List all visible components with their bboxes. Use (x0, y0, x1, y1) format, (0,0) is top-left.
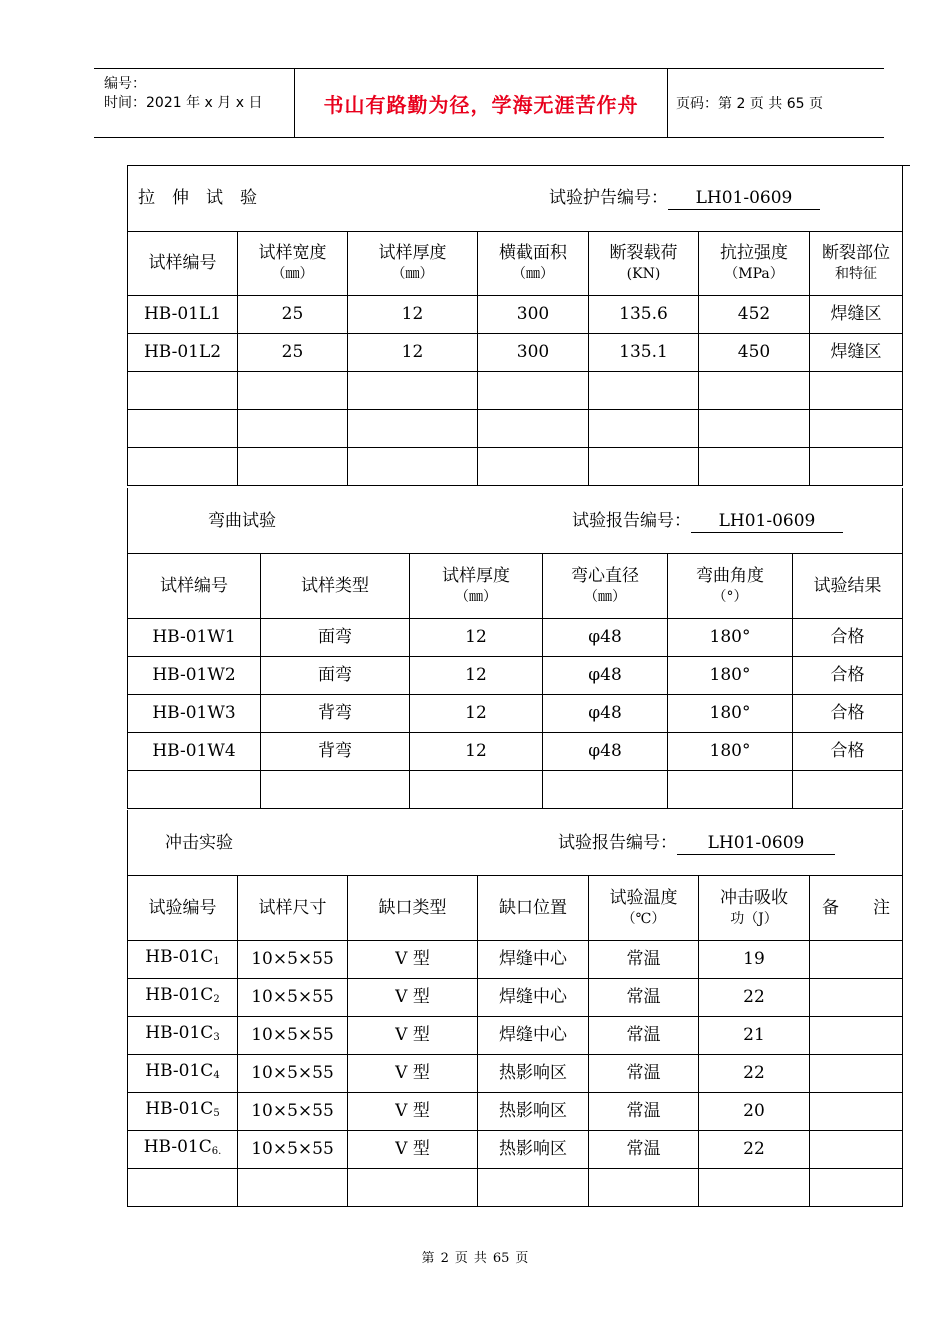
empty-cell (478, 1168, 589, 1206)
impact-report-label: 试验报告编号： (558, 833, 677, 853)
header-unit: （㎜） (512, 266, 554, 282)
sample-id-cell (128, 1016, 238, 1054)
empty-cell (699, 1168, 810, 1206)
empty-cell (810, 447, 903, 485)
empty-cell (348, 409, 478, 447)
table-row (128, 656, 903, 694)
table-cell: V 型 (348, 1016, 478, 1054)
table-cell: 背弯 (261, 732, 410, 770)
table-cell: HB-01W4 (128, 732, 261, 770)
header-meta (94, 69, 295, 137)
table-cell: 10×5×55 (238, 1054, 348, 1092)
table-cell: 焊缝区 (810, 295, 903, 333)
empty-cell (348, 1168, 478, 1206)
table-row (128, 940, 903, 978)
empty-cell (810, 409, 903, 447)
time-label: 时间：2021 年 x 月 x 日 (104, 95, 263, 111)
impact-header-cell (348, 875, 478, 940)
empty-cell (589, 1168, 699, 1206)
empty-cell (589, 371, 699, 409)
empty-cell (699, 371, 810, 409)
sample-id-cell (128, 940, 238, 978)
impact-header-cell (128, 875, 238, 940)
sample-id: HB-01C (143, 1136, 212, 1157)
bend-header-cell (128, 553, 261, 618)
empty-row (128, 409, 903, 447)
table-cell: 10×5×55 (238, 940, 348, 978)
table-cell: 热影响区 (478, 1092, 589, 1130)
empty-row (128, 770, 903, 808)
impact-header-cell (478, 875, 589, 940)
table-cell: HB-01W1 (128, 618, 261, 656)
table-cell: 25 (238, 333, 348, 371)
empty-cell (410, 770, 543, 808)
table-cell: 135.1 (589, 333, 699, 371)
header-unit: （°） (712, 588, 748, 605)
empty-cell (478, 447, 589, 485)
table-cell: 12 (410, 656, 543, 694)
table-cell: φ48 (543, 656, 668, 694)
table-cell: 焊缝中心 (478, 1016, 589, 1054)
header-label: 试样宽度 (258, 243, 327, 263)
bend-header-cell (410, 553, 543, 618)
header-label: 试样尺寸 (258, 897, 327, 918)
impact-section-title (128, 810, 903, 875)
empty-cell (543, 770, 668, 808)
empty-cell (238, 447, 348, 485)
footer-ye-end: 页 (515, 1251, 529, 1266)
tensile-table (127, 165, 903, 486)
header-unit: （㎜） (391, 266, 434, 282)
header-unit: 功（J） (730, 910, 778, 927)
empty-cell (348, 447, 478, 485)
table-cell: φ48 (543, 694, 668, 732)
empty-cell (668, 770, 793, 808)
empty-cell (810, 371, 903, 409)
header-label: 断裂载荷 (609, 243, 678, 263)
sample-id: HB-01C (145, 984, 214, 1005)
impact-table (127, 810, 903, 1207)
table-cell: HB-01W2 (128, 656, 261, 694)
table-cell: 22 (699, 978, 810, 1016)
bend-section-title (128, 488, 903, 553)
header-label: 备 注 (822, 897, 890, 918)
header-label: 试样编号 (148, 253, 217, 273)
header-label: 缺口类型 (378, 897, 447, 918)
number-label: 编号： (104, 76, 146, 92)
table-cell: 12 (410, 618, 543, 656)
table-cell: 180° (668, 732, 793, 770)
table-cell: 180° (668, 656, 793, 694)
table-cell: 12 (410, 732, 543, 770)
table-row (128, 732, 903, 770)
header-unit: （℃） (621, 910, 666, 927)
table-cell: 常温 (589, 1130, 699, 1168)
empty-cell (699, 409, 810, 447)
empty-cell (238, 1168, 348, 1206)
sample-id-cell (128, 1130, 238, 1168)
table-cell: HB-01L1 (128, 295, 238, 333)
bend-header-cell (261, 553, 410, 618)
table-cell: 焊缝中心 (478, 940, 589, 978)
table-cell: 焊缝区 (810, 333, 903, 371)
empty-cell (348, 371, 478, 409)
bend-header-cell (793, 553, 903, 618)
table-cell: 450 (699, 333, 810, 371)
sample-index: 2 (213, 993, 220, 1005)
remark-cell (810, 940, 903, 978)
empty-cell (238, 409, 348, 447)
tensile-header-cell (478, 231, 589, 295)
table-cell: 面弯 (261, 656, 410, 694)
empty-cell (238, 371, 348, 409)
sample-id-cell (128, 1092, 238, 1130)
table-cell: φ48 (543, 618, 668, 656)
table-cell: 焊缝中心 (478, 978, 589, 1016)
tensile-header-cell (128, 231, 238, 295)
header-label: 试验温度 (609, 887, 678, 908)
tensile-report-no: LH01-0609 (668, 187, 820, 210)
table-cell: 合格 (793, 694, 903, 732)
footer-total: 65 (492, 1251, 510, 1266)
bend-report-no: LH01-0609 (691, 510, 843, 533)
table-cell: 常温 (589, 978, 699, 1016)
table-cell: V 型 (348, 978, 478, 1016)
tensile-report-label: 试验护告编号： (549, 188, 668, 208)
header-label: 横截面积 (499, 243, 567, 263)
table-cell: 12 (348, 295, 478, 333)
impact-header-cell (238, 875, 348, 940)
table-cell: 热影响区 (478, 1130, 589, 1168)
remark-cell (810, 978, 903, 1016)
page-info: 页码：第 2 页 共 65 页 (676, 96, 823, 112)
header-unit: （㎜） (271, 266, 314, 282)
tensile-header-cell (238, 231, 348, 295)
remark-cell (810, 1016, 903, 1054)
sample-id: HB-01C (145, 1022, 214, 1043)
impact-report-no: LH01-0609 (677, 832, 835, 855)
table-cell: 10×5×55 (238, 1016, 348, 1054)
sample-id: HB-01C (145, 946, 214, 967)
table-row (128, 295, 903, 333)
header-unit: （㎜） (455, 588, 497, 605)
bend-report-label: 试验报告编号： (572, 511, 691, 531)
empty-row (128, 1168, 903, 1206)
table-cell: 20 (699, 1092, 810, 1130)
table-cell: HB-01L2 (128, 333, 238, 371)
table-cell: 10×5×55 (238, 978, 348, 1016)
table-cell: 常温 (589, 1054, 699, 1092)
table-cell: 180° (668, 694, 793, 732)
empty-row (128, 447, 903, 485)
table-cell: HB-01W3 (128, 694, 261, 732)
tensile-section-title (128, 165, 903, 231)
empty-cell (128, 371, 238, 409)
table-cell: 300 (478, 333, 589, 371)
table-cell: 12 (410, 694, 543, 732)
page-footer (0, 1247, 950, 1266)
header-unit: （㎜） (584, 588, 626, 605)
table-row (128, 1016, 903, 1054)
header-label: 试验编号 (148, 897, 217, 918)
table-cell: 合格 (793, 656, 903, 694)
impact-header-cell (589, 875, 699, 940)
header-unit: （MPa） (724, 266, 784, 282)
table-cell: 合格 (793, 732, 903, 770)
sample-index: 1 (213, 955, 220, 967)
empty-cell (478, 371, 589, 409)
table-row (128, 1092, 903, 1130)
header-label: 试样类型 (301, 575, 369, 596)
table-row (128, 978, 903, 1016)
header-label: 试样厚度 (442, 565, 510, 586)
table-cell: 常温 (589, 1016, 699, 1054)
table-row (128, 333, 903, 371)
table-cell: 合格 (793, 618, 903, 656)
empty-cell (128, 1168, 238, 1206)
table-cell: 135.6 (589, 295, 699, 333)
empty-row (128, 371, 903, 409)
table-cell: 面弯 (261, 618, 410, 656)
bend-header-cell (543, 553, 668, 618)
empty-cell (793, 770, 903, 808)
table-cell: 180° (668, 618, 793, 656)
header-label: 试样编号 (160, 575, 228, 596)
table-cell: 背弯 (261, 694, 410, 732)
table-row (128, 694, 903, 732)
sample-index: 3 (213, 1031, 220, 1043)
remark-cell (810, 1054, 903, 1092)
impact-header-cell (699, 875, 810, 940)
table-cell: 10×5×55 (238, 1092, 348, 1130)
footer-ye: 页 (454, 1251, 468, 1266)
sample-index: 6. (211, 1145, 222, 1157)
table-row (128, 1130, 903, 1168)
header-unit: (KN) (626, 266, 661, 282)
empty-cell (128, 447, 238, 485)
tensile-header-cell (699, 231, 810, 295)
header-label: 弯心直径 (571, 565, 639, 586)
sample-id-cell (128, 1054, 238, 1092)
table-cell: 12 (348, 333, 478, 371)
tensile-title: 拉 伸 试 验 (138, 188, 257, 208)
sample-index: 5 (213, 1107, 220, 1119)
remark-cell (810, 1130, 903, 1168)
table-cell: 300 (478, 295, 589, 333)
table-cell: V 型 (348, 1130, 478, 1168)
table-cell: V 型 (348, 940, 478, 978)
table-cell: 22 (699, 1130, 810, 1168)
header-label: 试样厚度 (378, 243, 447, 263)
tensile-header-cell (589, 231, 699, 295)
motto: 书山有路勤为径，学海无涯苦作舟 (295, 69, 668, 137)
impact-header-cell (810, 875, 903, 940)
sample-id-cell (128, 978, 238, 1016)
bend-header-cell (668, 553, 793, 618)
header-unit: 和特征 (835, 266, 877, 282)
bend-title: 弯曲试验 (208, 511, 276, 531)
table-cell: 10×5×55 (238, 1130, 348, 1168)
bend-table (127, 488, 903, 809)
empty-cell (589, 409, 699, 447)
empty-cell (478, 409, 589, 447)
remark-cell (810, 1092, 903, 1130)
table-cell: 常温 (589, 940, 699, 978)
table-cell: 常温 (589, 1092, 699, 1130)
table-cell: 25 (238, 295, 348, 333)
header-label: 试验结果 (813, 575, 882, 596)
header-label: 缺口位置 (499, 897, 567, 918)
header-label: 弯曲角度 (696, 565, 764, 586)
header-label: 断裂部位 (822, 243, 890, 263)
sample-id: HB-01C (145, 1098, 214, 1119)
table-cell: 热影响区 (478, 1054, 589, 1092)
table-cell: φ48 (543, 732, 668, 770)
table-cell: V 型 (348, 1092, 478, 1130)
empty-cell (810, 1168, 903, 1206)
empty-cell (128, 409, 238, 447)
table-row (128, 1054, 903, 1092)
table-cell: 19 (699, 940, 810, 978)
empty-cell (128, 770, 261, 808)
document-header (94, 68, 884, 138)
header-label: 冲击吸收 (720, 887, 788, 908)
header-label: 抗拉强度 (720, 243, 788, 263)
impact-title: 冲击实验 (165, 833, 233, 853)
table-row (128, 618, 903, 656)
footer-page: 2 (440, 1251, 449, 1266)
footer-gong: 共 (473, 1251, 487, 1266)
tensile-header-cell (348, 231, 478, 295)
table-cell: 452 (699, 295, 810, 333)
empty-cell (261, 770, 410, 808)
tensile-header-cell (810, 231, 903, 295)
table-cell: V 型 (348, 1054, 478, 1092)
table-cell: 22 (699, 1054, 810, 1092)
sample-index: 4 (213, 1069, 220, 1081)
sample-id: HB-01C (145, 1060, 214, 1081)
footer-di: 第 (421, 1251, 435, 1266)
empty-cell (589, 447, 699, 485)
empty-cell (699, 447, 810, 485)
table-cell: 21 (699, 1016, 810, 1054)
